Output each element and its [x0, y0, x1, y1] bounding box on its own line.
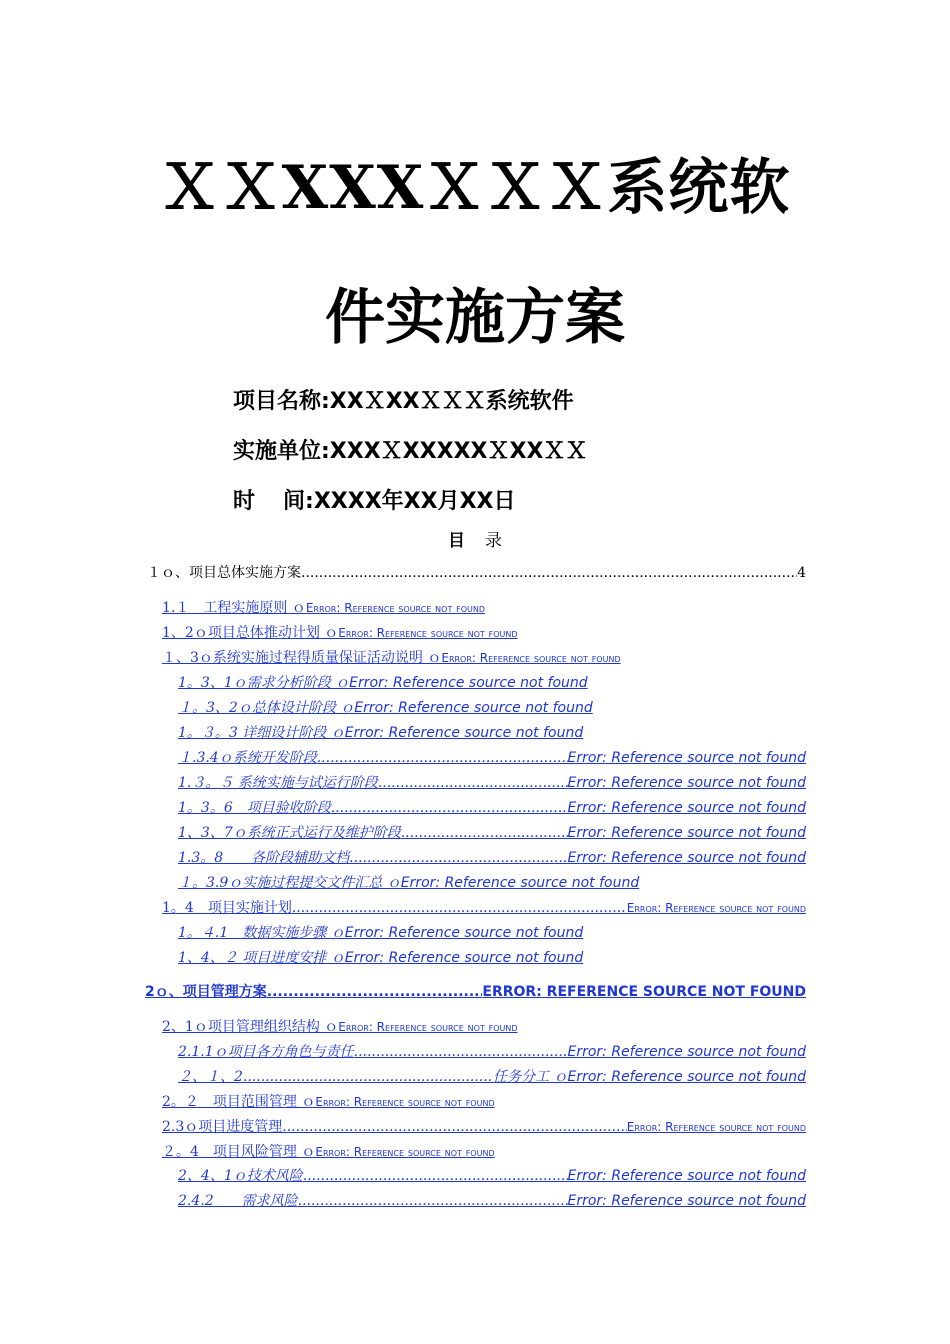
- toc-entry-page: Error: Reference source not found: [567, 825, 806, 841]
- project-name: 项目名称:XXＸXXＸＸＸ系统软件: [233, 389, 574, 414]
- toc-entry-label: 1。3。6 项目验收阶段: [178, 800, 331, 816]
- toc-entry-mid: 任务分工 ｏ: [493, 1069, 568, 1085]
- toc-entry[interactable]: [162, 622, 518, 642]
- time-label-a: 时: [233, 489, 256, 514]
- toc-entry[interactable]: [178, 822, 806, 842]
- toc-entry-page: Error: Reference source not found: [400, 875, 640, 891]
- toc-leader: [301, 565, 797, 581]
- toc-leader: [303, 1168, 568, 1184]
- toc-heading-a: 目: [448, 531, 465, 551]
- toc-entry-label: １.3.4ｏ系统开发阶段: [178, 750, 317, 766]
- toc-entry-page: Error: Reference source not found: [567, 775, 806, 791]
- toc-entry-label: １。3、2ｏ总体设计阶段 ｏ: [178, 700, 355, 716]
- toc-entry-label: 1。４.1 数据实施步骤 ｏ: [178, 925, 345, 941]
- toc-entry[interactable]: [178, 1041, 806, 1061]
- toc-entry-label: 2ｏ、项目管理方案: [145, 984, 267, 1000]
- toc-heading: [0, 526, 950, 551]
- toc-entry[interactable]: [162, 647, 621, 667]
- toc-leader: [298, 1193, 568, 1209]
- toc-entry-page: Error: Reference source not found: [344, 925, 584, 941]
- toc-entry[interactable]: [178, 797, 806, 817]
- toc-entry-page: Error: Reference source not found: [567, 850, 806, 866]
- toc-entry-label: 2。２ 项目范围管理 ｏ: [162, 1094, 316, 1110]
- toc-entry-label: 1。3、1ｏ需求分析阶段 ｏ: [178, 675, 350, 691]
- toc-leader: [247, 1069, 493, 1085]
- toc-entry-page: Error: Reference source not found: [349, 675, 588, 691]
- toc-entry-label: 1、2ｏ项目总体推动计划 ｏ: [162, 625, 339, 641]
- toc-entry-page: ERROR: REFERENCE SOURCE NOT FOUND: [482, 984, 806, 1000]
- toc-leader: [292, 900, 627, 916]
- toc-entry-page: 4: [797, 565, 806, 581]
- toc-entry[interactable]: [162, 1116, 806, 1136]
- toc-entry-label: １、3ｏ系统实施过程得质量保证活动说明 ｏ: [162, 650, 442, 666]
- toc-leader: [331, 800, 568, 816]
- toc-entry[interactable]: [162, 897, 806, 917]
- toc-entry-label: 1.３。５ 系统实施与试运行阶段: [178, 775, 378, 791]
- toc-leader: [349, 850, 567, 866]
- toc-leader: [267, 984, 483, 1000]
- toc-entry-page: Error: Reference source not found: [626, 901, 806, 915]
- toc-entry-page: Error: Reference source not found: [305, 601, 486, 615]
- toc-entry[interactable]: [178, 697, 593, 717]
- document-title-line-1: ＸＸXXXＸＸＸ系统软: [159, 153, 791, 223]
- toc-entry[interactable]: [162, 1016, 518, 1036]
- toc-entry-label: １ｏ、项目总体实施方案: [147, 565, 301, 581]
- toc-entry[interactable]: [178, 947, 583, 967]
- toc-entry[interactable]: [178, 872, 639, 892]
- toc-entry-page: Error: Reference source not found: [315, 1145, 495, 1159]
- toc-entry-page: Error: Reference source not found: [338, 1020, 518, 1034]
- toc-leader: [378, 775, 568, 791]
- toc-entry[interactable]: [162, 1091, 495, 1111]
- toc-entry[interactable]: [178, 922, 583, 942]
- toc-entry-label: 2.1.1ｏ项目各方角色与责任: [178, 1044, 354, 1060]
- toc-entry-label: 1。３。3 详细设计阶段 ｏ: [178, 725, 345, 741]
- toc-entry-page: Error: Reference source not found: [354, 700, 593, 716]
- toc-entry[interactable]: [145, 981, 806, 1001]
- toc-leader: [401, 825, 568, 841]
- toc-entry-page: Error: Reference source not found: [567, 1193, 806, 1209]
- toc-entry-page: Error: Reference source not found: [567, 1044, 806, 1060]
- toc-entry-label: ２、１、2.: [178, 1069, 248, 1085]
- toc-entry-page: Error: Reference source not found: [441, 651, 621, 665]
- time-label-b: 间:XXXX年XX月XX日: [283, 489, 516, 514]
- toc-entry-label: １。3.9ｏ实施过程提交文件汇总 ｏ: [178, 875, 401, 891]
- toc-entry-label: 1、4、２ 项目进度安排 ｏ: [178, 950, 345, 966]
- toc-entry-page: Error: Reference source not found: [567, 1069, 806, 1085]
- toc-entry-page: Error: Reference source not found: [344, 725, 584, 741]
- document-title-line-2: 件实施方案: [325, 283, 625, 353]
- toc-leader: [354, 1044, 568, 1060]
- project-time: [233, 484, 516, 515]
- toc-entry-page: Error: Reference source not found: [315, 1095, 495, 1109]
- toc-entry-page: Error: Reference source not found: [567, 1168, 806, 1184]
- toc-heading-b: 录: [485, 531, 502, 551]
- toc-entry[interactable]: [162, 1141, 495, 1161]
- toc-entry[interactable]: [178, 847, 806, 867]
- toc-entry-page: Error: Reference source not found: [567, 800, 806, 816]
- toc-entry-label: 2、1ｏ项目管理组织结构 ｏ: [162, 1019, 339, 1035]
- toc-entry-page: Error: Reference source not found: [626, 1120, 806, 1134]
- toc-leader: [282, 1119, 626, 1135]
- toc-entry-label: 1。4 项目实施计划: [162, 900, 292, 916]
- toc-entry[interactable]: [178, 1190, 806, 1210]
- toc-entry[interactable]: [147, 562, 806, 582]
- toc-entry-page: Error: Reference source not found: [338, 626, 518, 640]
- toc-entry[interactable]: [178, 772, 806, 792]
- toc-entry-label: 1.3。8 各阶段辅助文档: [178, 850, 350, 866]
- toc-entry-label: 1、3、7ｏ系统正式运行及维护阶段: [178, 825, 401, 841]
- toc-entry-page: Error: Reference source not found: [344, 950, 584, 966]
- toc-entry-label: ２。4 项目风险管理 ｏ: [162, 1144, 316, 1160]
- toc-entry[interactable]: [178, 1066, 806, 1086]
- toc-entry[interactable]: [178, 722, 583, 742]
- toc-entry-label: 2.3ｏ项目进度管理: [162, 1119, 283, 1135]
- toc-entry[interactable]: [162, 597, 485, 617]
- toc-entry[interactable]: [178, 672, 588, 692]
- toc-entry[interactable]: [178, 1165, 806, 1185]
- implementation-unit: 实施单位:XXXＸXXXXXＸXXＸＸ: [233, 439, 588, 464]
- toc-leader: [317, 750, 568, 766]
- toc-entry[interactable]: [178, 747, 806, 767]
- toc-entry-page: Error: Reference source not found: [567, 750, 806, 766]
- toc-entry-label: 2、4、1ｏ技术风险: [178, 1168, 303, 1184]
- toc-entry-label: 1.１ 工程实施原则 ｏ: [162, 600, 306, 616]
- toc-entry-label: 2.4.2 需求风险: [178, 1193, 298, 1209]
